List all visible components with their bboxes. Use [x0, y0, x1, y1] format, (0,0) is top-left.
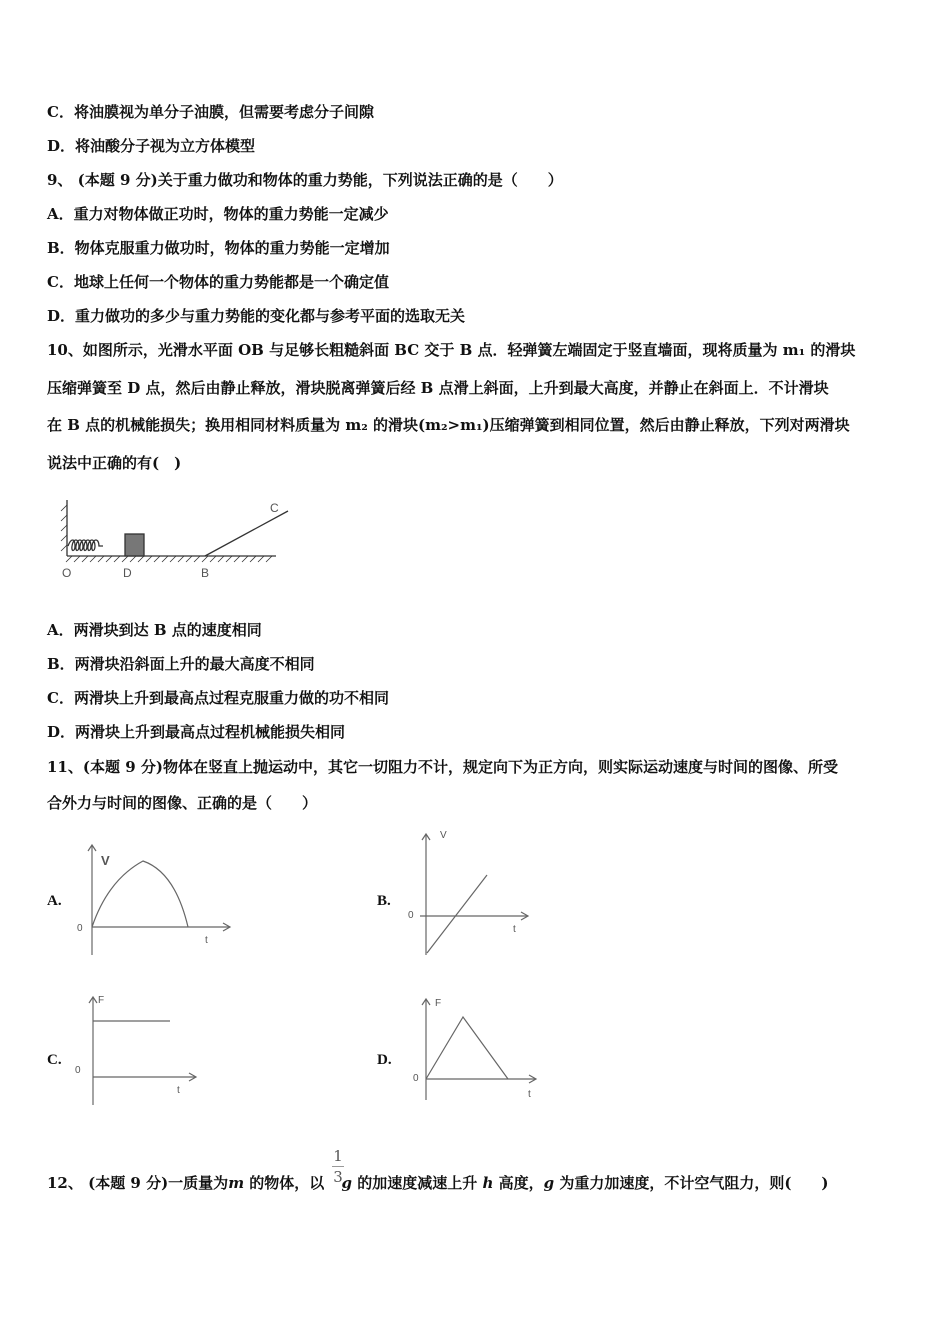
- graph-c-y-label: F: [98, 995, 105, 1006]
- q9-option-a: A．重力对物体做正功时，物体的重力势能一定减少: [47, 205, 389, 223]
- q10-stem-line1: 10、如图所示，光滑水平面 OB 与足够长粗糙斜面 BC 交于 B 点．轻弹簧左端固定于竖直墙面，现将质量为 m₁ 的滑块: [47, 341, 856, 359]
- fraction-denominator: 3: [333, 1168, 343, 1186]
- var-h: h: [482, 1174, 494, 1192]
- fraction-numerator: 1: [333, 1147, 343, 1165]
- label-d: D: [123, 566, 132, 580]
- var-m: m: [228, 1174, 245, 1192]
- q11-option-d-label: D.: [377, 1052, 392, 1068]
- q12-stem: [47, 1173, 829, 1193]
- velocity-line: [427, 875, 487, 953]
- label-b: B: [201, 566, 210, 580]
- q9-option-b: B．物体克服重力做功时，物体的重力势能一定增加: [47, 239, 390, 257]
- q10-option-b: B．两滑块沿斜面上升的最大高度不相同: [47, 655, 315, 673]
- q10-option-a: A．两滑块到达 B 点的速度相同: [47, 621, 262, 639]
- force-triangle: [426, 1017, 508, 1079]
- graph-d: [422, 999, 536, 1100]
- graph-b-y-label: V: [440, 830, 447, 841]
- q9-option-c: C．地球上任何一个物体的重力势能都是一个确定值: [47, 273, 389, 291]
- graph-d-y-label: F: [435, 998, 442, 1009]
- graph-a-y-label: V: [101, 853, 110, 868]
- q12-text: 的物体，以: [244, 1174, 330, 1192]
- q11-option-c-label: C.: [47, 1052, 62, 1068]
- fraction-bar: [332, 1166, 344, 1167]
- q12-text: 的加速度减速上升: [352, 1174, 483, 1192]
- q11-option-b-label: B.: [377, 893, 391, 909]
- q12-text: 高度，: [493, 1174, 544, 1192]
- q10-stem-line2: 压缩弹簧至 D 点，然后由静止释放，滑块脱离弹簧后经 B 点滑上斜面，上升到最大高度，并静止在斜面上．不计滑块: [47, 379, 829, 397]
- q8-option-d: D．将油酸分子视为立方体模型: [47, 137, 256, 155]
- graph-c-x-label: t: [177, 1085, 180, 1096]
- graph-a-origin: 0: [77, 923, 83, 934]
- q11-stem-line1: 11、(本题 9 分)物体在竖直上抛运动中，其它一切阻力不计，规定向下为正方向，则实际运动速度与时间的图像、所受: [47, 758, 838, 776]
- q8-option-c: C．将油膜视为单分子油膜，但需要考虑分子间隙: [47, 103, 374, 121]
- q11-stem-line2: 合外力与时间的图像、正确的是（ ）: [47, 794, 318, 812]
- q10-stem-line3: 在 B 点的机械能损失；换用相同材料质量为 m₂ 的滑块(m₂>m₁)压缩弹簧到相同位置，然后由静止释放，下列对两滑块: [47, 416, 850, 434]
- graph-c: [89, 997, 196, 1105]
- graph-d-x-label: t: [528, 1089, 531, 1100]
- graph-c-origin: 0: [75, 1065, 81, 1076]
- q12-text: 为重力加速度，不计空气阻力，则( ): [554, 1174, 829, 1192]
- graph-a-x-label: t: [205, 935, 208, 946]
- q10-option-d: D．两滑块上升到最高点过程机械能损失相同: [47, 723, 346, 741]
- var-g: g: [341, 1174, 353, 1192]
- velocity-curve: [92, 861, 188, 927]
- q9-stem: 9、 (本题 9 分)关于重力做功和物体的重力势能，下列说法正确的是（ ）: [47, 171, 563, 189]
- label-o: O: [62, 566, 72, 580]
- q12-text: 12、 (本题 9 分)一质量为: [47, 1174, 229, 1192]
- q10-option-c: C．两滑块上升到最高点过程克服重力做的功不相同: [47, 689, 389, 707]
- graph-b-origin: 0: [408, 910, 414, 921]
- graph-b-x-label: t: [513, 924, 516, 935]
- label-c: C: [270, 501, 279, 515]
- q11-option-a-label: A.: [47, 893, 62, 909]
- graph-d-origin: 0: [413, 1073, 419, 1084]
- var-g: g: [543, 1174, 555, 1192]
- graph-b: [420, 834, 528, 955]
- q9-option-d: D．重力做功的多少与重力势能的变化都与参考平面的选取无关: [47, 307, 466, 325]
- q10-stem-line4: 说法中正确的有( ): [47, 454, 182, 472]
